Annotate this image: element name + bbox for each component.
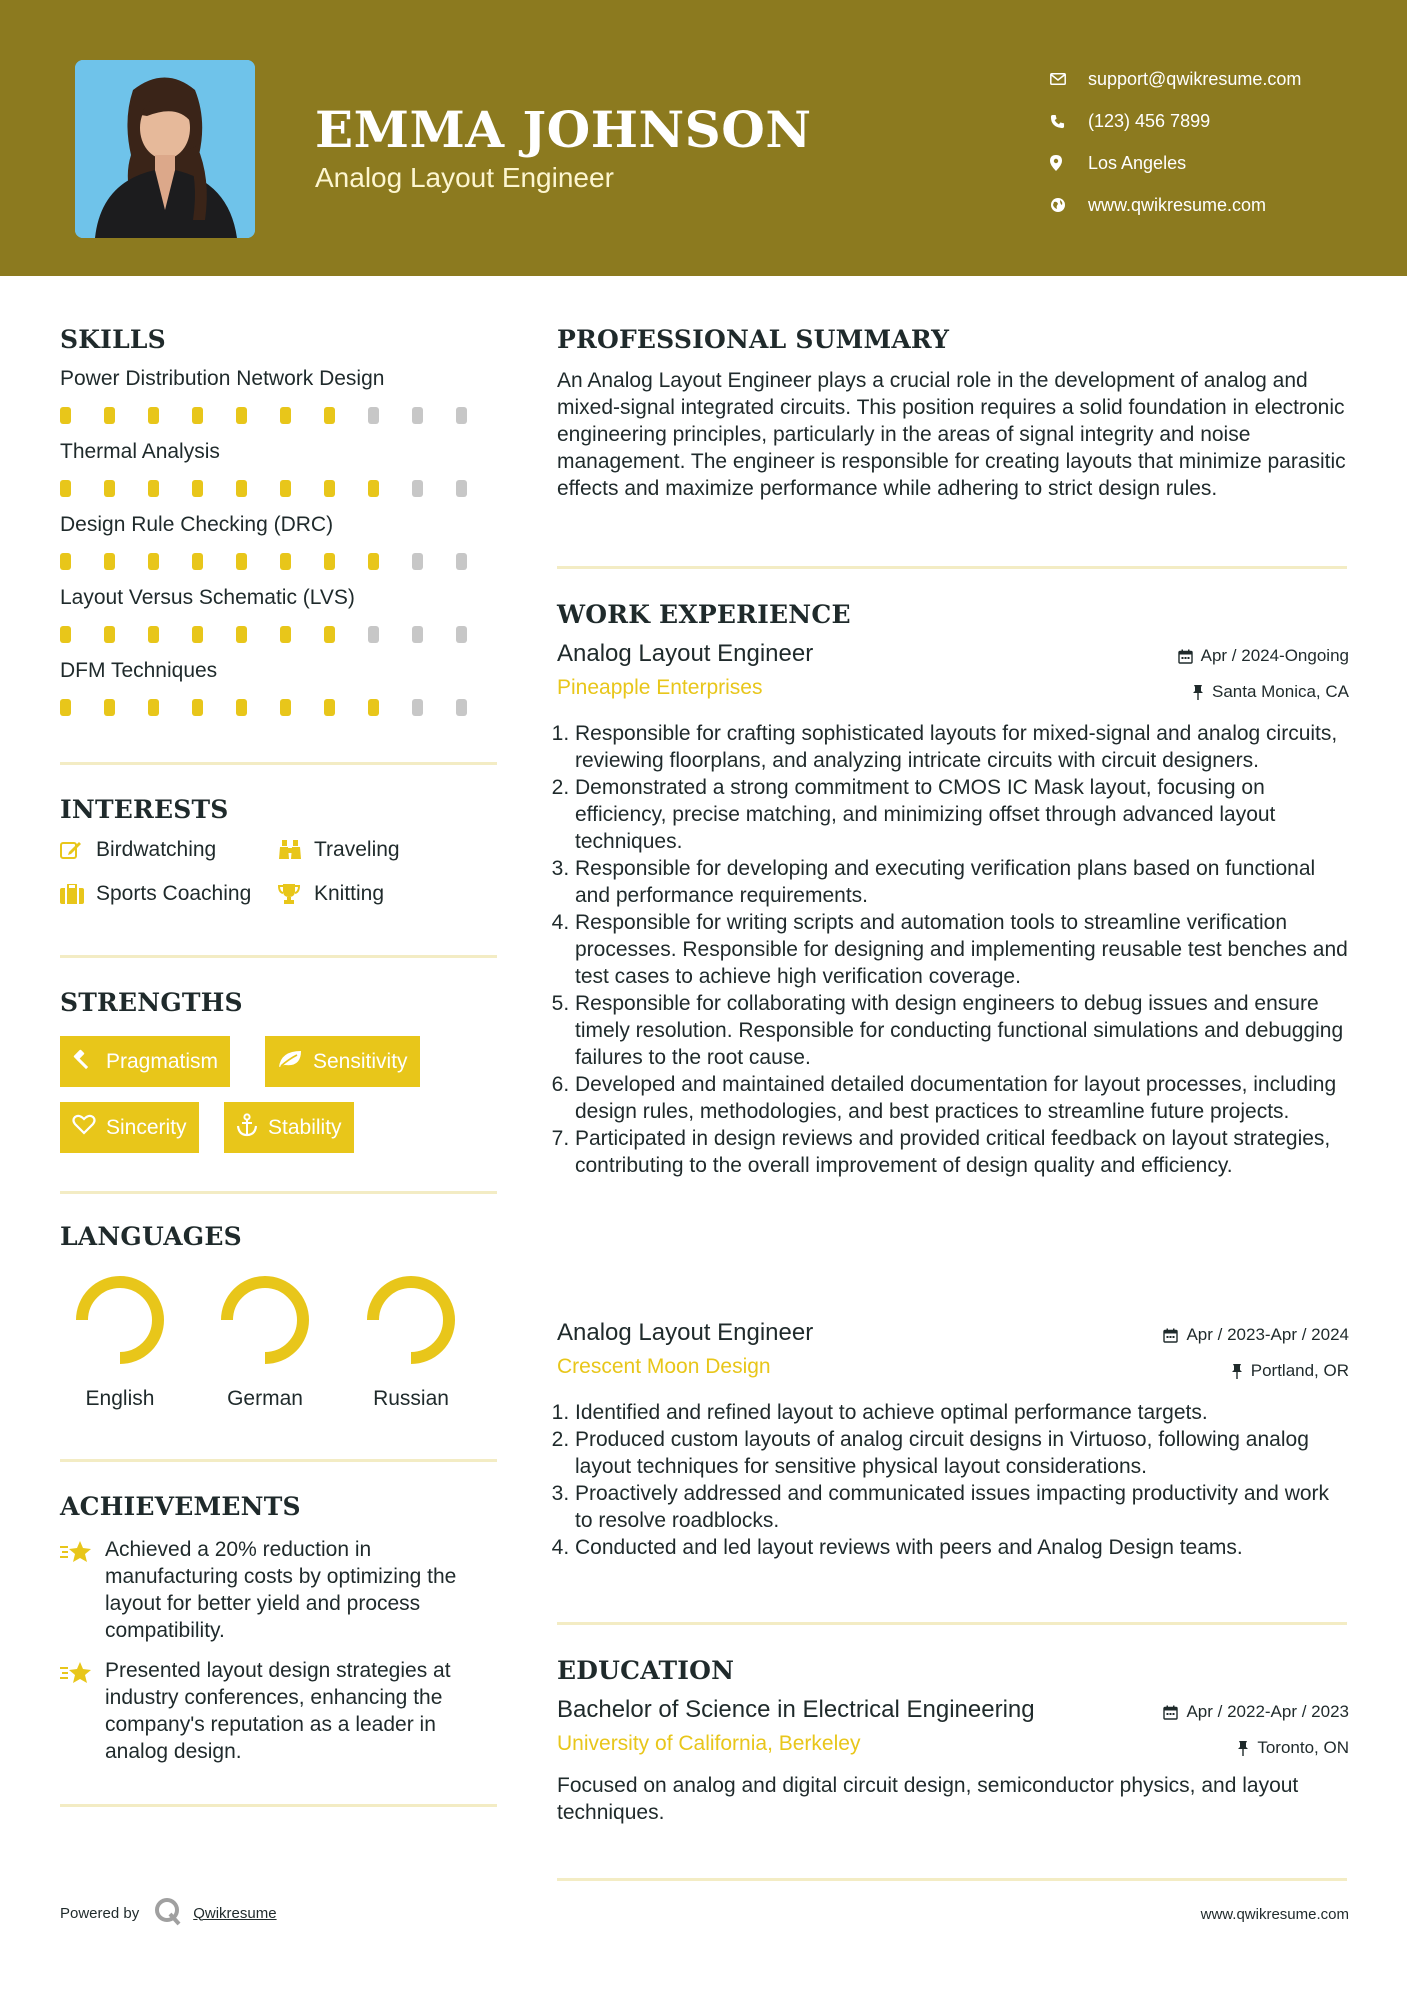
skill-item xyxy=(60,440,500,497)
rating-dot-filled xyxy=(236,553,247,570)
rating-dot-filled xyxy=(280,407,291,424)
pushpin-icon xyxy=(1192,685,1204,700)
degree-title: Bachelor of Science in Electrical Engineering xyxy=(557,1696,1035,1723)
rating-dot-filled xyxy=(368,480,379,497)
skill-item xyxy=(60,367,500,424)
language-label: English xyxy=(85,1387,155,1410)
education-heading: EDUCATION xyxy=(557,1656,735,1685)
company-name: Pineapple Enterprises xyxy=(557,676,763,699)
skill-name: DFM Techniques xyxy=(60,659,218,682)
job-bullet: 3. Proactively addressed and communicated issues impacting productivity and work to resolve roadblocks. xyxy=(575,1480,1349,1534)
skill-name: Power Distribution Network Design xyxy=(60,367,385,390)
job-bullet: 6. Developed and maintained detailed documentation for layout processes, including design rules, methodologies, and best practices to streamline future projects. xyxy=(575,1071,1349,1125)
rating-dot-filled xyxy=(60,699,71,716)
rating-dot-filled xyxy=(60,553,71,570)
summary-text: An Analog Layout Engineer plays a crucial role in the development of analog and mixed-signal integrated circuits. This position requires a solid foundation in electronic engineering principles, particularly in the areas of signal integrity and noise management. The engineer is responsible for creating layouts that minimize parasitic effects and maximize performance while adhering to strict design rules. xyxy=(557,369,1346,500)
job-location: Santa Monica, CA xyxy=(1192,682,1349,702)
job-bullets xyxy=(557,720,1349,1179)
rating-dot-filled xyxy=(148,553,159,570)
strength-badge: Stability xyxy=(224,1102,354,1153)
trophy-icon xyxy=(278,884,314,904)
language-item xyxy=(60,1275,180,1411)
rating-dot-filled xyxy=(280,553,291,570)
rating-dot-empty xyxy=(456,407,467,424)
rating-dot-empty xyxy=(412,480,423,497)
job-date: Apr / 2024-Ongoing xyxy=(1178,646,1349,666)
interests-heading: INTERESTS xyxy=(60,795,229,824)
achievement-item: Presented layout design strategies at industry conferences, enhancing the company's reputation as a leader in analog design. xyxy=(60,1657,500,1765)
rating-dot-empty xyxy=(412,626,423,643)
binoculars-icon xyxy=(278,840,314,860)
gavel-icon xyxy=(72,1048,96,1076)
rating-dot-filled xyxy=(236,480,247,497)
rating-dot-empty xyxy=(368,407,379,424)
job-bullet: 1. Identified and refined layout to achieve optimal performance targets. xyxy=(575,1399,1349,1426)
language-ring xyxy=(366,1275,456,1365)
job-bullet: 4. Responsible for writing scripts and automation tools to streamline verification processes. Responsible for designing and implementing reusable test benches and test cases to achieve high verification coverage. xyxy=(575,909,1349,990)
education-location: Toronto, ON xyxy=(1237,1738,1349,1758)
rating-dot-filled xyxy=(60,480,71,497)
divider xyxy=(557,1622,1347,1625)
skill-rating xyxy=(60,553,500,570)
calendar-icon xyxy=(1178,649,1193,664)
rating-dot-filled xyxy=(236,626,247,643)
rating-dot-filled xyxy=(104,626,115,643)
rating-dot-filled xyxy=(236,407,247,424)
divider xyxy=(557,1878,1347,1881)
job-bullet: 2. Produced custom layouts of analog circuit designs in Virtuoso, following analog layout techniques for sensitive physical layout considerations. xyxy=(575,1426,1349,1480)
rating-dot-empty xyxy=(412,407,423,424)
strengths-heading: STRENGTHS xyxy=(60,988,243,1017)
divider xyxy=(60,1804,497,1807)
rating-dot-filled xyxy=(104,480,115,497)
rating-dot-empty xyxy=(412,553,423,570)
job-bullet: 1. Responsible for crafting sophisticated layouts for mixed-signal and analog circuits, reviewing floorplans, and analyzing intricate circuits with circuit designers. xyxy=(575,720,1349,774)
language-ring xyxy=(220,1275,310,1365)
skill-name: Thermal Analysis xyxy=(60,440,220,463)
language-label: German xyxy=(227,1387,303,1410)
rating-dot-filled xyxy=(236,699,247,716)
skill-item xyxy=(60,586,500,643)
job-bullet: 7. Participated in design reviews and provided critical feedback on layout strategies, contributing to the overall improvement of design quality and efficiency. xyxy=(575,1125,1349,1179)
rating-dot-filled xyxy=(324,553,335,570)
rating-dot-empty xyxy=(368,626,379,643)
job-bullets xyxy=(557,1399,1349,1561)
rating-dot-empty xyxy=(456,480,467,497)
rating-dot-filled xyxy=(324,699,335,716)
candidate-name: EMMA JOHNSON xyxy=(315,100,812,159)
anchor-icon xyxy=(236,1113,258,1143)
rating-dot-filled xyxy=(324,480,335,497)
contact-phone[interactable]: (123) 456 7899 xyxy=(1050,100,1301,142)
skill-name: Layout Versus Schematic (LVS) xyxy=(60,586,355,609)
rating-dot-filled xyxy=(148,626,159,643)
school-name: University of California, Berkeley xyxy=(557,1732,861,1755)
contact-list xyxy=(1050,58,1301,226)
divider xyxy=(60,1459,497,1462)
leaf-icon xyxy=(277,1049,303,1075)
job-bullet: 2. Demonstrated a strong commitment to CMOS IC Mask layout, focusing on efficiency, precise matching, and minimizing offset through advanced layout techniques. xyxy=(575,774,1349,855)
rating-dot-filled xyxy=(104,553,115,570)
footer-url[interactable]: www.qwikresume.com xyxy=(1200,1906,1349,1923)
skills-heading: SKILLS xyxy=(60,325,166,354)
header-banner xyxy=(0,0,1407,276)
rating-dot-filled xyxy=(104,407,115,424)
contact-website[interactable]: www.qwikresume.com xyxy=(1050,184,1301,226)
shooting-star-icon xyxy=(60,1536,105,1644)
rating-dot-filled xyxy=(192,626,203,643)
languages-heading: LANGUAGES xyxy=(60,1222,242,1251)
skill-item xyxy=(60,659,500,716)
phone-icon xyxy=(1050,114,1088,129)
shooting-star-icon xyxy=(60,1657,105,1765)
achievements-heading: ACHIEVEMENTS xyxy=(60,1492,301,1521)
job-entry xyxy=(557,1319,1349,1561)
strength-badge: Sensitivity xyxy=(265,1036,420,1087)
rating-dot-filled xyxy=(148,480,159,497)
globe-icon xyxy=(1050,197,1088,213)
rating-dot-filled xyxy=(280,480,291,497)
strength-badge: Sincerity xyxy=(60,1102,199,1153)
edit-icon xyxy=(60,840,96,860)
interest-item: Knitting xyxy=(278,882,384,906)
rating-dot-filled xyxy=(324,626,335,643)
summary-heading: PROFESSIONAL SUMMARY xyxy=(557,325,950,354)
briefcase-icon xyxy=(60,884,96,904)
language-item xyxy=(205,1275,325,1411)
rating-dot-filled xyxy=(368,553,379,570)
rating-dot-empty xyxy=(456,699,467,716)
divider xyxy=(557,566,1347,569)
candidate-role: Analog Layout Engineer xyxy=(315,162,614,193)
footer-powered-by: Powered by Qwikresume xyxy=(60,1896,277,1930)
pushpin-icon xyxy=(1231,1364,1243,1379)
rating-dot-empty xyxy=(412,699,423,716)
rating-dot-filled xyxy=(324,407,335,424)
job-title: Analog Layout Engineer xyxy=(557,1319,814,1346)
rating-dot-filled xyxy=(60,626,71,643)
rating-dot-filled xyxy=(104,699,115,716)
education-entry xyxy=(557,1696,1349,1826)
language-item xyxy=(351,1275,471,1411)
divider xyxy=(60,762,497,765)
education-description: Focused on analog and digital circuit design, semiconductor physics, and layout techniques. xyxy=(557,1774,1299,1824)
job-location: Portland, OR xyxy=(1231,1361,1349,1381)
rating-dot-filled xyxy=(368,699,379,716)
rating-dot-filled xyxy=(192,699,203,716)
job-bullet: 3. Responsible for developing and executing verification plans based on functional and performance requirements. xyxy=(575,855,1349,909)
envelope-icon xyxy=(1050,73,1088,85)
rating-dot-filled xyxy=(192,480,203,497)
contact-location: Los Angeles xyxy=(1050,142,1301,184)
job-title: Analog Layout Engineer xyxy=(557,640,814,667)
rating-dot-empty xyxy=(456,626,467,643)
profile-photo xyxy=(75,60,255,238)
pushpin-icon xyxy=(1237,1741,1249,1756)
skill-rating xyxy=(60,626,500,643)
skill-rating xyxy=(60,699,500,716)
divider xyxy=(60,955,497,958)
contact-email[interactable]: support@qwikresume.com xyxy=(1050,58,1301,100)
rating-dot-empty xyxy=(456,553,467,570)
rating-dot-filled xyxy=(280,699,291,716)
rating-dot-filled xyxy=(148,407,159,424)
skill-name: Design Rule Checking (DRC) xyxy=(60,513,334,536)
company-name: Crescent Moon Design xyxy=(557,1355,771,1378)
achievement-item: Achieved a 20% reduction in manufacturing costs by optimizing the layout for better yield and process compatibility. xyxy=(60,1536,500,1644)
rating-dot-filled xyxy=(148,699,159,716)
job-bullet: 4. Conducted and led layout reviews with peers and Analog Design teams. xyxy=(575,1534,1349,1561)
divider xyxy=(60,1191,497,1194)
rating-dot-filled xyxy=(192,553,203,570)
language-ring xyxy=(75,1275,165,1365)
job-entry xyxy=(557,640,1349,1179)
skill-rating xyxy=(60,480,500,497)
interest-item: Sports Coaching xyxy=(60,882,251,906)
qwikresume-link[interactable]: Qwikresume xyxy=(193,1904,277,1922)
education-date: Apr / 2022-Apr / 2023 xyxy=(1163,1702,1349,1722)
language-label: Russian xyxy=(373,1387,449,1410)
interest-item: Birdwatching xyxy=(60,838,216,862)
interest-item: Traveling xyxy=(278,838,400,862)
qwikresume-logo-icon xyxy=(153,1896,183,1930)
job-date: Apr / 2023-Apr / 2024 xyxy=(1163,1325,1349,1345)
calendar-icon xyxy=(1163,1705,1178,1720)
rating-dot-filled xyxy=(192,407,203,424)
heart-icon xyxy=(72,1114,96,1141)
map-pin-icon xyxy=(1050,155,1088,171)
skill-item xyxy=(60,513,500,570)
rating-dot-filled xyxy=(280,626,291,643)
work-heading: WORK EXPERIENCE xyxy=(557,600,851,629)
job-bullet: 5. Responsible for collaborating with design engineers to debug issues and ensure timely resolution. Responsible for conducting functional simulations and debugging failures to the root cause. xyxy=(575,990,1349,1071)
strength-badge: Pragmatism xyxy=(60,1036,230,1087)
rating-dot-filled xyxy=(60,407,71,424)
calendar-icon xyxy=(1163,1328,1178,1343)
skill-rating xyxy=(60,407,500,424)
